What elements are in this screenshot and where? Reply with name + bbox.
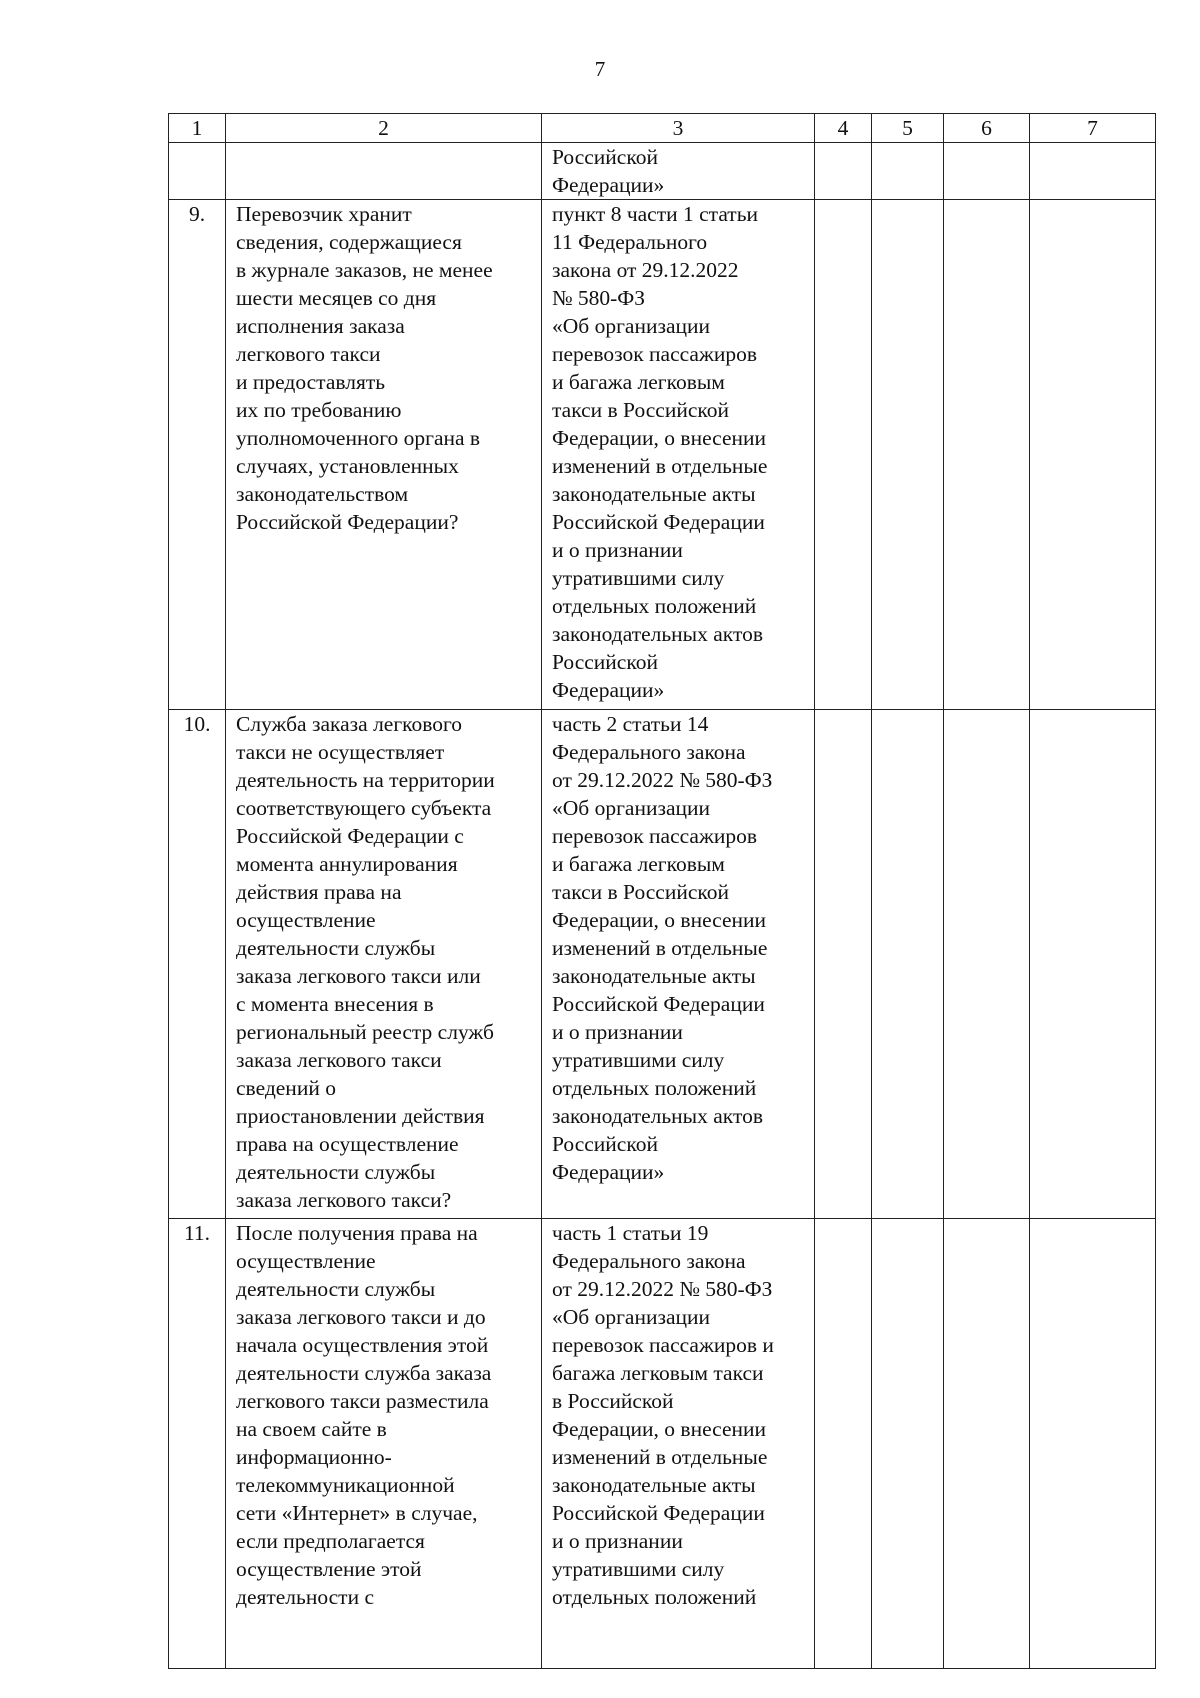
checklist-table bbox=[168, 113, 1156, 1669]
column-header: 7 bbox=[1030, 114, 1156, 143]
page-number: 7 bbox=[594, 57, 606, 81]
answer-cell bbox=[872, 143, 944, 200]
answer-cell bbox=[944, 143, 1030, 200]
item-number bbox=[169, 143, 226, 200]
answer-cell bbox=[872, 200, 944, 710]
answer-cell bbox=[815, 200, 872, 710]
item-requisites: пункт 8 части 1 статьи 11 Федерального закона от 29.12.2022 № 580-ФЗ «Об организации перевозок пассажиров и багажа легковым такси в Российской Федерации, о внесении изменений в отдельные законодательные акты Российской Федерации и о признании утратившими силу отдельных положений законодательных актов Российской Федерации» bbox=[542, 200, 815, 710]
answer-cell bbox=[1030, 710, 1156, 1219]
item-requisites: Российской Федерации» bbox=[542, 143, 815, 200]
column-header: 2 bbox=[226, 114, 542, 143]
answer-cell bbox=[1030, 1219, 1156, 1669]
item-number: 9. bbox=[169, 200, 226, 710]
column-header: 4 bbox=[815, 114, 872, 143]
answer-cell bbox=[872, 710, 944, 1219]
answer-cell bbox=[944, 710, 1030, 1219]
item-requisites: часть 2 статьи 14 Федерального закона от 29.12.2022 № 580-ФЗ «Об организации перевозок пассажиров и багажа легковым такси в Российской Федерации, о внесении изменений в отдельные законодательные акты Российской Федерации и о признании утратившими силу отдельных положений законодательных актов Российской Федерации» bbox=[542, 710, 815, 1219]
item-requisites: часть 1 статьи 19 Федерального закона от 29.12.2022 № 580-ФЗ «Об организации перевозок пассажиров и багажа легковым такси в Российской Федерации, о внесении изменений в отдельные законодательные акты Российской Федерации и о признании утратившими силу отдельных положений bbox=[542, 1219, 815, 1669]
column-header: 6 bbox=[944, 114, 1030, 143]
column-header: 3 bbox=[542, 114, 815, 143]
item-question: Служба заказа легкового такси не осуществляет деятельность на территории соответствующего субъекта Российской Федерации с момента аннулирования действия права на осуществление деятельности службы заказа легкового такси или с момента внесения в региональный реестр служб заказа легкового такси сведений о приостановлении действия права на осуществление деятельности службы заказа легкового такси? bbox=[226, 710, 542, 1219]
column-header: 1 bbox=[169, 114, 226, 143]
item-number: 10. bbox=[169, 710, 226, 1219]
table-row bbox=[169, 1219, 1156, 1669]
answer-cell bbox=[815, 710, 872, 1219]
item-question: После получения права на осуществление деятельности службы заказа легкового такси и до начала осуществления этой деятельности служба заказа легкового такси разместила на своем сайте в информационно- телекоммуникационной сети «Интернет» в случае, если предполагается осуществление этой деятельности с bbox=[226, 1219, 542, 1669]
table-row bbox=[169, 200, 1156, 710]
column-header: 5 bbox=[872, 114, 944, 143]
table-header-row bbox=[169, 114, 1156, 143]
item-question: Перевозчик хранит сведения, содержащиеся в журнале заказов, не менее шести месяцев со дня исполнения заказа легкового такси и предоставлять их по требованию уполномоченного органа в случаях, установленных законодательством Российской Федерации? bbox=[226, 200, 542, 710]
answer-cell bbox=[815, 143, 872, 200]
table-row bbox=[169, 710, 1156, 1219]
item-question bbox=[226, 143, 542, 200]
answer-cell bbox=[944, 200, 1030, 710]
item-number: 11. bbox=[169, 1219, 226, 1669]
answer-cell bbox=[944, 1219, 1030, 1669]
table-row bbox=[169, 143, 1156, 200]
answer-cell bbox=[872, 1219, 944, 1669]
answer-cell bbox=[1030, 200, 1156, 710]
answer-cell bbox=[815, 1219, 872, 1669]
answer-cell bbox=[1030, 143, 1156, 200]
